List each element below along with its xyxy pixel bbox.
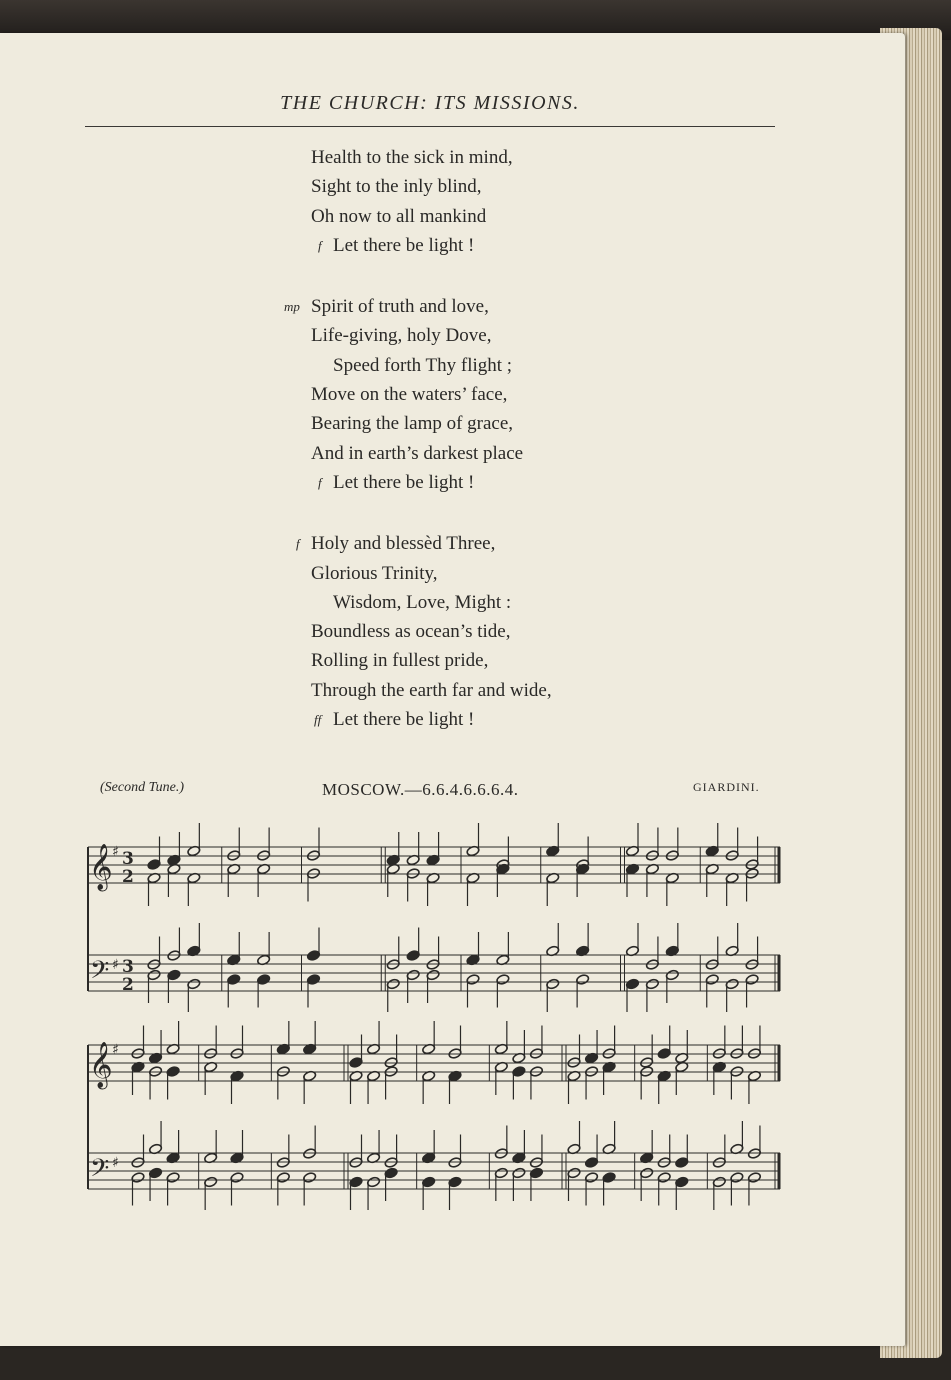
verse-text: And in earth’s darkest place bbox=[311, 442, 524, 464]
key-signature-sharp: ♯ bbox=[112, 1155, 119, 1171]
verse-line bbox=[0, 646, 905, 675]
verse-text: Glorious Trinity, bbox=[311, 562, 438, 584]
bass-clef: 𝄢 bbox=[90, 956, 110, 991]
verse-line bbox=[0, 351, 905, 380]
verse-line bbox=[0, 380, 905, 409]
tune-name: MOSCOW.—6.6.4.6.6.6.4. bbox=[322, 780, 519, 799]
time-signature-bottom: 2 bbox=[122, 975, 134, 995]
stanza bbox=[0, 292, 905, 497]
second-tune-label: (Second Tune.) bbox=[100, 780, 184, 795]
key-signature-sharp: ♯ bbox=[112, 844, 119, 860]
verse-text: Rolling in fullest pride, bbox=[311, 650, 489, 672]
key-signature-sharp: ♯ bbox=[112, 957, 119, 973]
dynamic-marking: f bbox=[318, 237, 322, 253]
verse-line bbox=[0, 202, 905, 231]
running-head: THE CHURCH: ITS MISSIONS. bbox=[280, 92, 580, 114]
verse-text: Holy and blessèd Three, bbox=[311, 533, 496, 555]
verse-text: Oh now to all mankind bbox=[311, 205, 487, 227]
verse-text: Move on the waters’ face, bbox=[311, 384, 508, 406]
verse-line bbox=[0, 588, 905, 617]
verse-line bbox=[0, 529, 905, 558]
verse-line bbox=[0, 468, 905, 497]
music-score bbox=[0, 800, 905, 1220]
verse-text: Let there be light ! bbox=[333, 709, 475, 731]
dynamic-marking: mp bbox=[284, 299, 300, 315]
treble-clef: 𝄞 bbox=[89, 844, 113, 890]
dynamic-marking: f bbox=[296, 536, 300, 552]
time-signature-top: 3 bbox=[122, 957, 134, 977]
verse-text: Boundless as ocean’s tide, bbox=[311, 621, 511, 643]
verse-line bbox=[0, 172, 905, 201]
composer-name: GIARDINI. bbox=[693, 780, 760, 794]
time-signature-top: 3 bbox=[122, 849, 134, 869]
key-signature-sharp: ♯ bbox=[112, 1042, 119, 1058]
verse-text: Sight to the inly blind, bbox=[311, 176, 482, 198]
verse-line bbox=[0, 705, 905, 734]
dynamic-marking: f bbox=[318, 474, 322, 490]
verse-text: Life-giving, holy Dove, bbox=[311, 325, 492, 347]
verse-text: Spirit of truth and love, bbox=[311, 296, 489, 318]
stanza bbox=[0, 529, 905, 734]
verse-line bbox=[0, 409, 905, 438]
verse-line bbox=[0, 321, 905, 350]
hymn-text bbox=[0, 143, 905, 766]
verse-text: Through the earth far and wide, bbox=[311, 679, 552, 701]
verse-line bbox=[0, 439, 905, 468]
verse-text: Let there be light ! bbox=[333, 471, 475, 493]
header-rule bbox=[85, 126, 775, 127]
bass-clef: 𝄢 bbox=[90, 1154, 110, 1189]
treble-clef: 𝄞 bbox=[89, 1042, 113, 1088]
verse-text: Speed forth Thy flight ; bbox=[333, 354, 513, 376]
verse-line bbox=[0, 143, 905, 172]
stanza bbox=[0, 143, 905, 260]
verse-text: Wisdom, Love, Might : bbox=[333, 591, 512, 613]
verse-line bbox=[0, 231, 905, 260]
verse-text: Health to the sick in mind, bbox=[311, 147, 513, 168]
verse-text: Let there be light ! bbox=[333, 234, 475, 256]
verse-text: Bearing the lamp of grace, bbox=[311, 413, 514, 435]
verse-line bbox=[0, 292, 905, 321]
verse-line bbox=[0, 559, 905, 588]
time-signature-bottom: 2 bbox=[122, 867, 134, 887]
verse-line bbox=[0, 617, 905, 646]
verse-line bbox=[0, 676, 905, 705]
dynamic-marking: ff bbox=[314, 712, 322, 728]
